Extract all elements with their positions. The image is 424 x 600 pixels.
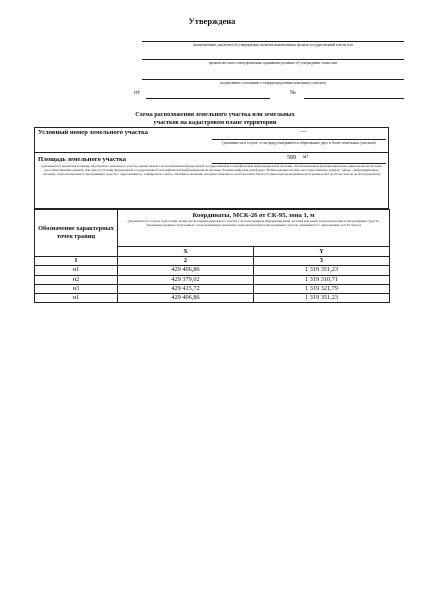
point-label: н3 [35,284,118,293]
coords-header-cell [118,210,390,247]
plot-number-value: — [300,129,306,135]
table-row [35,266,390,275]
scheme-title-line-1: Схема расположения земельного участка или земельных [135,111,295,118]
approval-line-1-caption: (наименование документа об утверждении, включая наименования органов государственной власти или [193,42,353,47]
column-number-3: 3 [254,257,390,266]
plot-number-label: Условный номер земельного участка [38,129,149,136]
date-line [146,98,270,99]
coordinates-table [34,209,390,303]
plot-area-label: Площадь земельного участка [38,156,126,163]
point-x: 429 406,86 [118,294,254,303]
point-y: 1 319 321,79 [254,284,390,293]
plot-info-divider [34,152,389,153]
number-line [304,98,404,99]
y-header: Y [254,247,390,257]
scheme-title-line-2: участков на кадастровом плане территории [153,118,277,126]
point-x: 429 415,72 [118,284,254,293]
column-number-row [35,257,390,266]
table-row [35,275,390,284]
approval-line-3-caption: подписавших соглашение о перераспределении земельных участков) [220,80,326,85]
point-y: 1 319 351,23 [254,266,390,275]
plot-number-caption: (указывается в случае, если предусматривается образование двух и более земельных участков) [222,140,376,145]
coords-note: (указываются в случае подготовки схемы расположения земельного участка с использованием информационной системы или иных технологических и программных средств. Значения координат, полученные с использованием указанных технологических и программных средств, указываются с округлением до 0,01 метра) [127,219,380,227]
plot-area-value: 589 [287,155,296,161]
point-label: н1 [35,266,118,275]
scheme-title [100,111,330,126]
table-header-row [35,210,390,247]
point-y: 1 319 310,71 [254,275,390,284]
point-label: н1 [35,294,118,303]
coords-header: Координаты, МСК-26 от СК-95, зона 1, м [192,212,315,219]
approval-line-2-caption: органов местного самоуправления, принявших решение об утверждении схемы или [208,60,338,65]
points-column-header: Обозначение характерных точек границ [35,210,118,257]
column-number-2: 2 [118,257,254,266]
table-row [35,284,390,293]
table-row [35,294,390,303]
approval-heading: Утверждена [188,16,236,26]
date-prefix: от [134,90,140,96]
point-x: 429 406,86 [118,266,254,275]
point-x: 429 379,02 [118,275,254,284]
column-number-1: 1 [35,257,118,266]
point-label: н2 [35,275,118,284]
plot-area-unit: м² [303,154,309,160]
plot-area-note: (указываются проектная площадь образуемого земельного участка, вычисленная с использованием федеральной государственной географической информационной системы, обеспечивающей функционирование национальной системы пространственных данных, или при отсутствии федеральной государственной географической информационной системы "Единая цифровая платформа "Национальная система пространственных данных" (далее - информационная система), технологических и программных средств с округлением до 1 квадратного метра. Указанное значение площади земельного участка может быть уточнено при проведении кадастровых работ не более чем на десять процентов) [41,164,382,176]
number-prefix: № [290,90,296,96]
x-header: X [118,247,254,257]
point-y: 1 319 351,23 [254,294,390,303]
